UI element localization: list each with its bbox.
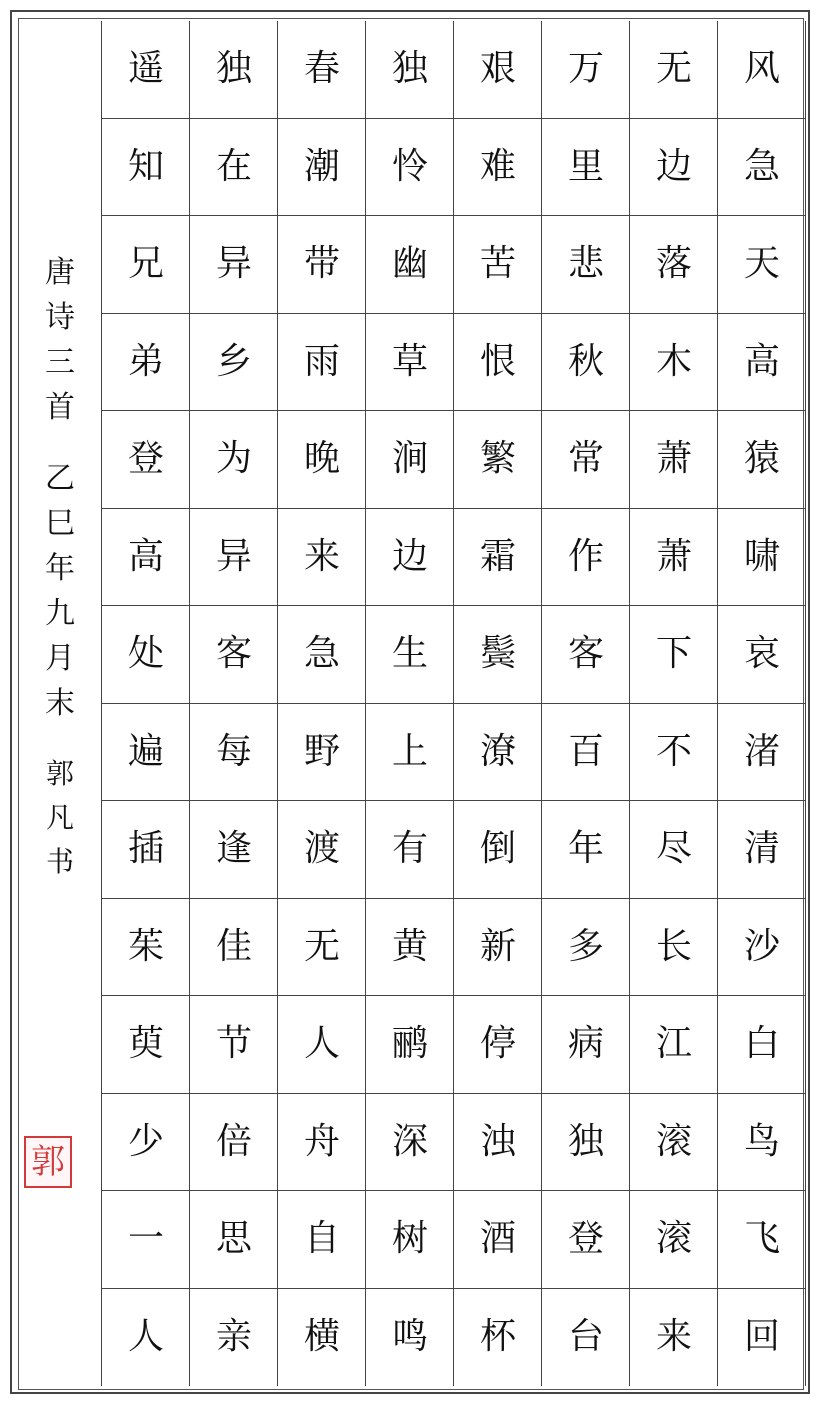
grid-column [454,21,542,1386]
grid-cell: 晚 [278,411,366,509]
grid-cell: 下 [630,606,718,704]
grid-cell: 急 [278,606,366,704]
seal-stamp [24,1136,72,1188]
grid-cell: 杯 [479,1316,516,1358]
grid-cell: 每 [190,704,278,802]
grid-cell: 急 [718,119,806,217]
colophon [30,250,90,884]
grid-column [278,21,366,1386]
grid-cell: 舟 [278,1094,366,1192]
grid-cell: 边 [366,509,454,607]
grid-cell: 独 [366,21,454,119]
grid-cell: 萧 [630,411,718,509]
signature-char: 郭 [45,757,74,790]
grid-cell: 插 [102,801,190,899]
grid-cell: 为 [190,411,278,509]
grid-cell: 独 [190,21,278,119]
grid-cell: 萸 [102,996,190,1094]
grid-cell: 倒 [454,801,542,899]
grid-cell: 风 [718,21,806,119]
grid-cell: 茱 [102,899,190,997]
grid-cell: 沙 [718,899,806,997]
poem-grid [101,21,805,1386]
grid-cell: 高 [718,314,806,412]
grid-cell: 潦 [454,704,542,802]
signature-char: 书 [45,845,74,878]
grid-cell: 客 [542,606,630,704]
grid-cell: 雨 [278,314,366,412]
grid-cell: 悲 [542,216,630,314]
seal-text: 郭 [31,1142,65,1182]
grid-cell: 处 [102,606,190,704]
grid-cell: 生 [366,606,454,704]
grid-cell: 无 [630,21,718,119]
grid-cell: 台 [567,1316,604,1358]
title-char: 首 [45,389,75,425]
grid-column [102,21,190,1386]
grid-cell: 遍 [102,704,190,802]
grid-cell: 常 [542,411,630,509]
grid-cell: 尽 [630,801,718,899]
grid-column [718,21,806,1386]
grid-cell: 幽 [366,216,454,314]
grid-cell: 草 [366,314,454,412]
grid-cell: 少 [102,1094,190,1192]
grid-cell: 遥 [102,21,190,119]
grid-cell: 带 [278,216,366,314]
grid-cell: 江 [630,996,718,1094]
grid-cell: 乡 [190,314,278,412]
grid-cell: 浊 [454,1094,542,1192]
grid-cell: 苦 [454,216,542,314]
grid-cell: 清 [718,801,806,899]
date-char: 九 [45,595,75,631]
grid-cell: 在 [190,119,278,217]
grid-cell: 恨 [454,314,542,412]
grid-cell: 树 [366,1191,454,1289]
signature-char: 凡 [45,801,74,834]
grid-cell: 多 [542,899,630,997]
grid-cell: 潮 [278,119,366,217]
title-char: 三 [45,344,75,380]
title-char: 唐 [45,254,75,290]
grid-cell: 秋 [542,314,630,412]
grid-cell: 高 [102,509,190,607]
grid-cell: 霜 [454,509,542,607]
grid-cell: 兄 [102,216,190,314]
date-char: 巳 [45,505,75,541]
grid-cell: 万 [542,21,630,119]
grid-cell: 酒 [454,1191,542,1289]
grid-cell: 滚 [630,1094,718,1192]
grid-cell: 节 [190,996,278,1094]
grid-cell: 作 [542,509,630,607]
grid-cell: 独 [542,1094,630,1192]
grid-cell: 上 [366,704,454,802]
grid-cell: 登 [542,1191,630,1289]
grid-cell: 边 [630,119,718,217]
grid-cell: 渚 [718,704,806,802]
grid-cell: 年 [542,801,630,899]
grid-cell: 登 [102,411,190,509]
grid-cell: 涧 [366,411,454,509]
grid-cell: 人 [278,996,366,1094]
grid-cell: 自 [278,1191,366,1289]
grid-cell: 黄 [366,899,454,997]
grid-cell: 萧 [630,509,718,607]
grid-cell: 里 [542,119,630,217]
grid-cell: 有 [366,801,454,899]
grid-cell: 啸 [718,509,806,607]
grid-cell: 停 [454,996,542,1094]
grid-cell: 鸟 [718,1094,806,1192]
grid-cell: 横 [303,1316,340,1358]
grid-cell: 客 [190,606,278,704]
grid-cell: 知 [102,119,190,217]
grid-cell: 天 [718,216,806,314]
grid-cell: 异 [190,216,278,314]
date-char: 乙 [45,460,75,496]
grid-cell: 野 [278,704,366,802]
grid-cell: 鬓 [454,606,542,704]
grid-cell: 白 [718,996,806,1094]
date-char: 年 [45,550,75,586]
grid-cell: 滚 [630,1191,718,1289]
grid-cell: 来 [655,1316,692,1358]
grid-cell: 倍 [190,1094,278,1192]
grid-cell: 深 [366,1094,454,1192]
grid-cell: 繁 [454,411,542,509]
grid-cell: 春 [278,21,366,119]
grid-cell: 弟 [102,314,190,412]
grid-cell: 异 [190,509,278,607]
date-char: 月 [45,640,75,676]
title-char: 诗 [45,299,75,335]
grid-cell: 渡 [278,801,366,899]
grid-column [542,21,630,1386]
grid-cell: 艰 [454,21,542,119]
grid-column [630,21,718,1386]
grid-cell: 怜 [366,119,454,217]
grid-cell: 亲 [215,1316,252,1358]
grid-cell: 落 [630,216,718,314]
grid-cell: 病 [542,996,630,1094]
grid-cell: 思 [190,1191,278,1289]
grid-cell: 难 [454,119,542,217]
grid-cell: 猿 [718,411,806,509]
grid-cell: 逢 [190,801,278,899]
grid-cell: 来 [278,509,366,607]
date-char: 末 [45,685,75,721]
grid-cell: 人 [127,1316,164,1358]
grid-cell: 木 [630,314,718,412]
grid-cell: 鸣 [391,1316,428,1358]
grid-cell: 飞 [718,1191,806,1289]
grid-cell: 新 [454,899,542,997]
grid-column [190,21,278,1386]
grid-cell: 不 [630,704,718,802]
grid-cell: 回 [743,1316,780,1358]
grid-column [366,21,454,1386]
grid-cell: 无 [278,899,366,997]
grid-cell: 哀 [718,606,806,704]
grid-cell: 长 [630,899,718,997]
grid-cell: 百 [542,704,630,802]
grid-cell: 佳 [190,899,278,997]
grid-cell: 一 [102,1191,190,1289]
grid-cell: 鹂 [366,996,454,1094]
